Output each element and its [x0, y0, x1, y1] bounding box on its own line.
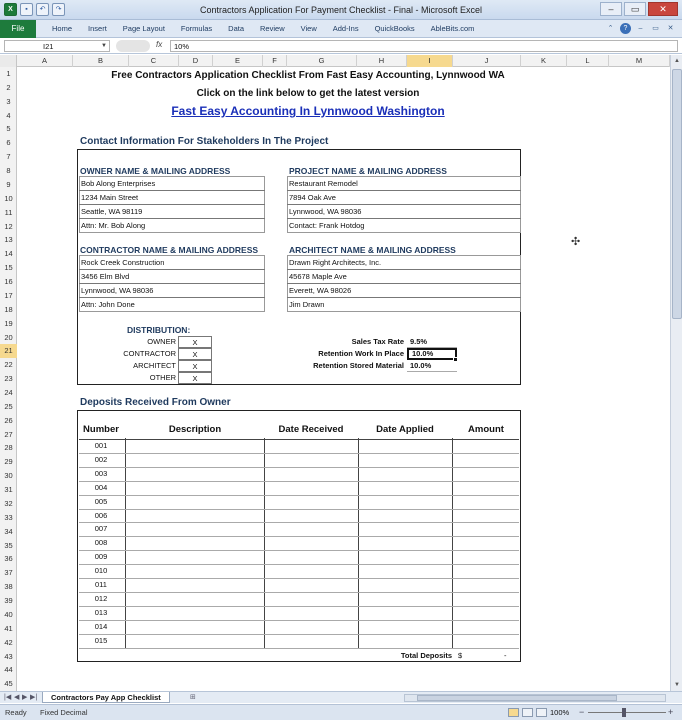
- distribution-owner-mark[interactable]: X: [178, 336, 212, 348]
- retention-work-label: Retention Work In Place: [318, 349, 404, 358]
- sheet-subtitle: Click on the link below to get the latest version: [196, 88, 420, 99]
- name-box-value: I21: [43, 42, 54, 51]
- col-divider: [358, 438, 359, 649]
- distribution-other-label: OTHER: [149, 373, 176, 382]
- formula-bar-splitter[interactable]: [116, 40, 150, 52]
- row-header[interactable]: 39: [4, 596, 13, 606]
- scroll-down-icon[interactable]: ▼: [674, 682, 680, 688]
- contractor-line-2[interactable]: 3456 Elm Blvd: [79, 270, 265, 284]
- row-header[interactable]: 13: [4, 235, 13, 245]
- row-header[interactable]: 38: [4, 582, 13, 592]
- column-header-l[interactable]: L: [567, 55, 609, 67]
- window-minimize-icon[interactable]: –: [638, 25, 643, 32]
- column-header-k[interactable]: K: [521, 55, 567, 67]
- row-header[interactable]: 5: [6, 124, 11, 134]
- row-header[interactable]: 44: [4, 665, 13, 675]
- row-header[interactable]: 10: [4, 193, 13, 203]
- deposits-section-title: Deposits Received From Owner: [80, 397, 231, 408]
- tab-page-layout[interactable]: Page Layout: [122, 23, 165, 33]
- row-header[interactable]: 1: [6, 69, 11, 78]
- deposit-number[interactable]: 012: [94, 593, 108, 603]
- row-header[interactable]: 30: [4, 471, 13, 481]
- row-header[interactable]: 42: [4, 637, 13, 647]
- row-header[interactable]: 18: [4, 304, 13, 314]
- prev-sheet-icon[interactable]: ◀: [14, 694, 20, 701]
- distribution-other-mark[interactable]: X: [178, 372, 212, 384]
- row-header[interactable]: 24: [4, 388, 13, 397]
- total-currency: $: [458, 651, 463, 660]
- sheet-title: Free Contractors Application Checklist From Fast Easy Accounting, Lynnwood WA: [111, 70, 505, 81]
- col-date-applied-header: Date Applied: [376, 424, 434, 435]
- deposit-number[interactable]: 006: [94, 510, 108, 520]
- deposit-number[interactable]: 002: [94, 454, 108, 464]
- distribution-architect-label: ARCHITECT: [133, 361, 176, 370]
- window-title: Contractors Application For Payment Checklist - Final - Microsoft Excel: [199, 5, 483, 15]
- deposit-number[interactable]: 015: [94, 635, 108, 645]
- tab-quickbooks[interactable]: QuickBooks: [374, 23, 415, 33]
- status-fixed-decimal: Fixed Decimal: [40, 708, 88, 717]
- table-row-divider: [79, 550, 519, 551]
- project-line-4[interactable]: Contact: Frank Hotdog: [289, 221, 365, 230]
- column-header-h[interactable]: H: [357, 55, 407, 67]
- page-break-view-icon[interactable]: [536, 708, 547, 717]
- row-header[interactable]: 28: [4, 443, 13, 453]
- row-header[interactable]: 15: [4, 263, 13, 273]
- project-line-2[interactable]: 7894 Oak Ave: [287, 191, 521, 205]
- table-row-divider: [79, 453, 519, 454]
- horizontal-scrollbar[interactable]: [404, 694, 666, 702]
- contact-section-title: Contact Information For Stakeholders In The Project: [80, 136, 329, 147]
- row-header[interactable]: 41: [4, 623, 13, 633]
- contractor-line-3[interactable]: Lynnwood, WA 98036: [79, 284, 265, 298]
- latest-version-link[interactable]: Fast Easy Accounting In Lynnwood Washington: [171, 104, 445, 118]
- window-restore-icon[interactable]: ▭: [652, 25, 659, 32]
- row-header[interactable]: 19: [4, 318, 13, 328]
- table-row-divider: [79, 578, 519, 579]
- total-deposits-value[interactable]: -: [504, 651, 507, 660]
- distribution-architect-mark[interactable]: X: [178, 360, 212, 372]
- row-header[interactable]: 45: [4, 679, 13, 689]
- project-label: PROJECT NAME & MAILING ADDRESS: [289, 166, 447, 176]
- column-header-bar: [0, 55, 682, 67]
- row-header[interactable]: 33: [4, 512, 13, 522]
- owner-line-3[interactable]: Seattle, WA 98119: [79, 205, 265, 219]
- col-divider: [125, 438, 126, 649]
- distribution-contractor-mark[interactable]: X: [178, 348, 212, 360]
- row-header[interactable]: 8: [6, 166, 11, 176]
- deposit-number[interactable]: 007: [94, 524, 108, 534]
- table-row-divider: [79, 509, 519, 510]
- architect-line-4[interactable]: Jim Drawn: [289, 300, 325, 309]
- row-header[interactable]: 34: [4, 526, 13, 536]
- row-header[interactable]: 43: [4, 651, 13, 661]
- deposit-number[interactable]: 011: [95, 580, 107, 589]
- owner-line-2[interactable]: 1234 Main Street: [79, 191, 265, 205]
- row-header[interactable]: 27: [4, 429, 13, 439]
- tab-ablebits[interactable]: AbleBits.com: [430, 23, 475, 33]
- tab-add-ins[interactable]: Add-Ins: [332, 23, 359, 33]
- tab-data[interactable]: Data: [228, 23, 245, 33]
- architect-line-2[interactable]: 45678 Maple Ave: [287, 270, 521, 284]
- column-header-c[interactable]: C: [129, 55, 179, 67]
- tab-view[interactable]: View: [300, 23, 317, 33]
- row-header[interactable]: 21: [0, 344, 17, 358]
- total-deposits-label: Total Deposits: [400, 651, 452, 660]
- formula-bar: [0, 38, 682, 54]
- header-divider: [79, 439, 519, 440]
- row-header[interactable]: 14: [4, 249, 13, 259]
- normal-view-icon[interactable]: [508, 708, 519, 717]
- row-header[interactable]: 12: [4, 221, 13, 231]
- insert-function-icon[interactable]: fx: [156, 40, 163, 49]
- contractor-line-1[interactable]: Rock Creek Construction: [79, 256, 265, 270]
- table-row-divider: [79, 634, 519, 635]
- first-sheet-icon[interactable]: |◀: [4, 694, 12, 701]
- row-header[interactable]: 17: [4, 290, 13, 300]
- undo-icon[interactable]: ↶: [36, 3, 49, 16]
- save-icon[interactable]: ▪: [20, 3, 33, 16]
- row-header[interactable]: 25: [4, 401, 13, 411]
- row-header[interactable]: 31: [4, 485, 13, 495]
- tab-insert[interactable]: Insert: [88, 23, 107, 33]
- row-header[interactable]: 32: [4, 498, 13, 508]
- row-header[interactable]: 26: [4, 415, 13, 425]
- architect-line-1[interactable]: Drawn Right Architects, Inc.: [287, 256, 521, 270]
- row-header[interactable]: 40: [4, 609, 13, 619]
- zoom-level[interactable]: 100%: [550, 708, 570, 717]
- col-number-header: Number: [83, 424, 119, 435]
- excel-icon[interactable]: X: [4, 3, 17, 16]
- deposit-number[interactable]: 008: [94, 538, 108, 548]
- deposit-number[interactable]: 009: [94, 552, 108, 562]
- col-description-header: Description: [168, 424, 222, 435]
- sheet-tabs-bar: [0, 691, 682, 703]
- row-header[interactable]: 2: [6, 82, 11, 92]
- row-header[interactable]: 16: [4, 277, 13, 287]
- table-row-divider: [79, 481, 519, 482]
- owner-line-4[interactable]: Attn: Mr. Bob Along: [81, 221, 146, 230]
- deposit-number[interactable]: 005: [94, 496, 108, 506]
- column-header-d[interactable]: D: [179, 55, 213, 67]
- distribution-title: DISTRIBUTION:: [127, 325, 191, 335]
- row-header[interactable]: 29: [4, 457, 13, 467]
- row-header[interactable]: 3: [6, 96, 11, 106]
- col-divider: [452, 438, 453, 649]
- chevron-down-icon[interactable]: ▼: [101, 43, 107, 49]
- table-row-divider: [79, 536, 519, 537]
- owner-line-1[interactable]: Bob Along Enterprises: [79, 177, 265, 191]
- restore-icon[interactable]: ▭: [624, 2, 646, 16]
- row-header[interactable]: 22: [4, 360, 13, 370]
- minimize-ribbon-icon[interactable]: ⌃: [607, 25, 614, 32]
- table-row-divider: [79, 606, 519, 607]
- table-row-divider: [79, 467, 519, 468]
- row-header[interactable]: 35: [4, 540, 13, 550]
- page-layout-view-icon[interactable]: [522, 708, 533, 717]
- close-icon[interactable]: ✕: [648, 2, 678, 16]
- column-header-b[interactable]: B: [73, 55, 129, 67]
- insert-sheet-icon[interactable]: ⊞: [190, 694, 196, 701]
- row-header[interactable]: 37: [4, 568, 13, 578]
- table-row-divider: [79, 620, 519, 621]
- column-header-f[interactable]: F: [263, 55, 287, 67]
- contractor-label: CONTRACTOR NAME & MAILING ADDRESS: [80, 245, 259, 255]
- row-header[interactable]: 20: [4, 332, 13, 342]
- deposit-number[interactable]: 014: [94, 621, 108, 631]
- table-row-divider: [79, 495, 519, 496]
- tab-file[interactable]: File: [0, 20, 36, 38]
- zoom-out-icon[interactable]: −: [579, 707, 585, 717]
- row-header[interactable]: 4: [6, 110, 11, 120]
- col-date-received-header: Date Received: [278, 424, 344, 435]
- retention-work-value-selected-cell[interactable]: 10.0%: [407, 348, 457, 360]
- retention-stored-label: Retention Stored Material: [313, 361, 404, 370]
- redo-icon[interactable]: ↷: [52, 3, 65, 16]
- deposit-number[interactable]: 001: [94, 441, 108, 450]
- help-icon[interactable]: ?: [620, 23, 631, 34]
- ribbon-tabs: [0, 20, 682, 38]
- sales-tax-rate-value[interactable]: 9.5%: [407, 336, 457, 348]
- distribution-owner-label: OWNER: [147, 337, 176, 346]
- tab-review[interactable]: Review: [260, 23, 285, 33]
- tab-formulas[interactable]: Formulas: [180, 23, 213, 33]
- row-header-bar: [0, 67, 17, 691]
- sheet-tab-active[interactable]: Contractors Pay App Checklist: [42, 692, 170, 703]
- status-ready: Ready: [5, 708, 27, 717]
- sales-tax-rate-label: Sales Tax Rate: [351, 337, 404, 346]
- window-close-icon[interactable]: ✕: [667, 25, 674, 32]
- status-bar: [0, 704, 682, 720]
- deposit-number[interactable]: 010: [94, 566, 108, 576]
- row-header[interactable]: 9: [6, 179, 11, 189]
- column-header-g[interactable]: G: [287, 55, 357, 67]
- scroll-up-icon[interactable]: ▲: [674, 58, 680, 64]
- title-bar: [0, 0, 682, 20]
- worksheet[interactable]: [18, 67, 670, 691]
- zoom-in-icon[interactable]: +: [668, 707, 674, 717]
- select-all-button[interactable]: [0, 55, 17, 67]
- zoom-slider-knob[interactable]: [622, 708, 626, 717]
- table-row-divider: [79, 648, 519, 649]
- row-header[interactable]: 36: [4, 554, 13, 564]
- row-header[interactable]: 11: [4, 207, 13, 217]
- deposit-number[interactable]: 004: [94, 482, 108, 492]
- row-header[interactable]: 7: [6, 152, 11, 162]
- table-row-divider: [79, 564, 519, 565]
- formula-input[interactable]: 10%: [170, 40, 678, 52]
- last-sheet-icon[interactable]: ▶|: [30, 694, 38, 701]
- deposits-table: [77, 410, 521, 662]
- owner-label: OWNER NAME & MAILING ADDRESS: [80, 166, 231, 176]
- row-header[interactable]: 6: [6, 138, 11, 148]
- mouse-cursor-icon: ✣: [571, 236, 581, 248]
- col-divider: [264, 438, 265, 649]
- architect-line-3[interactable]: Everett, WA 98026: [287, 284, 521, 298]
- column-header-i[interactable]: I: [407, 55, 453, 67]
- deposit-number[interactable]: 003: [94, 468, 108, 478]
- distribution-contractor-label: CONTRACTOR: [123, 349, 176, 358]
- retention-stored-value[interactable]: 10.0%: [407, 360, 457, 372]
- project-line-3[interactable]: Lynnwood, WA 98036: [287, 205, 521, 219]
- architect-label: ARCHITECT NAME & MAILING ADDRESS: [289, 245, 456, 255]
- column-header-j[interactable]: J: [453, 55, 521, 67]
- vertical-scrollbar[interactable]: [670, 55, 682, 691]
- vertical-scroll-thumb[interactable]: [672, 69, 682, 319]
- horizontal-scroll-thumb[interactable]: [417, 695, 617, 701]
- deposit-number[interactable]: 013: [94, 607, 108, 617]
- table-row-divider: [79, 522, 519, 523]
- minimize-icon[interactable]: –: [600, 2, 622, 16]
- contractor-line-4[interactable]: Attn: John Done: [81, 300, 135, 309]
- col-amount-header: Amount: [468, 424, 504, 435]
- tab-home[interactable]: Home: [52, 23, 73, 33]
- table-row-divider: [79, 592, 519, 593]
- column-header-m[interactable]: M: [609, 55, 670, 67]
- zoom-slider[interactable]: [588, 712, 666, 713]
- name-box[interactable]: [4, 40, 110, 52]
- column-header-a[interactable]: A: [17, 55, 73, 67]
- project-line-1[interactable]: Restaurant Remodel: [287, 177, 521, 191]
- row-header[interactable]: 23: [4, 374, 13, 384]
- next-sheet-icon[interactable]: ▶: [22, 694, 28, 701]
- column-header-e[interactable]: E: [213, 55, 263, 67]
